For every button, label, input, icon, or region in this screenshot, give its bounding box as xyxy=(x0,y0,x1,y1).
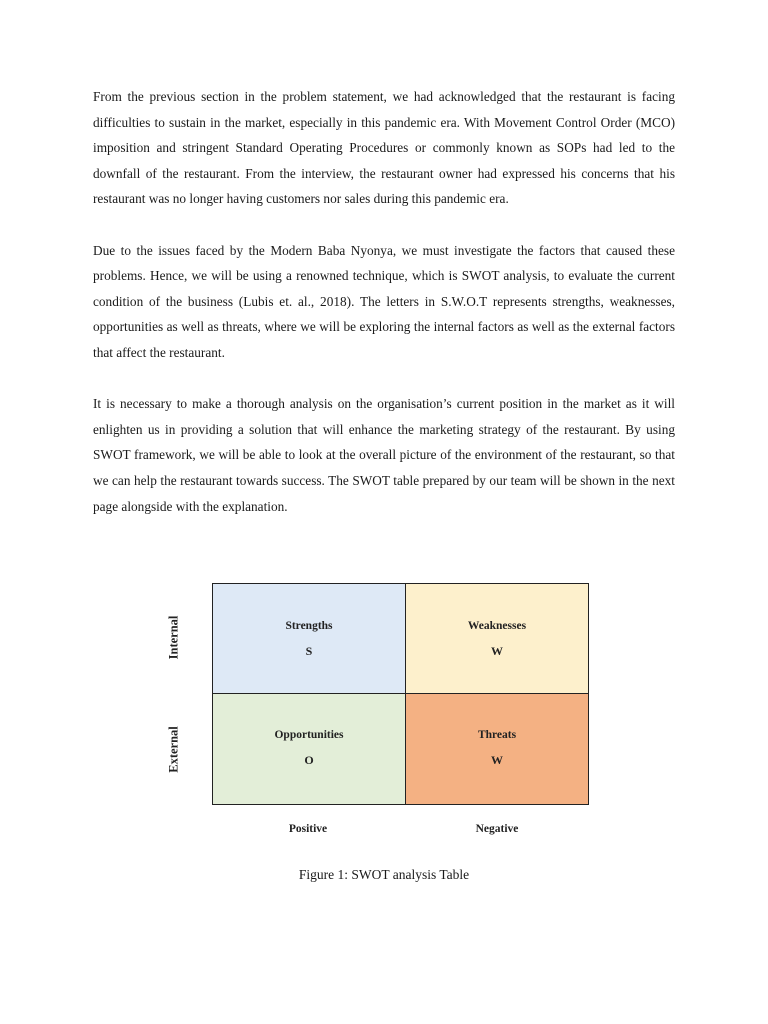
weaknesses-title: Weaknesses xyxy=(467,620,527,632)
opportunities-letter: O xyxy=(304,753,314,767)
weaknesses-letter: W xyxy=(491,644,503,658)
swot-cell-threats xyxy=(406,694,588,804)
swot-cell-strengths xyxy=(213,584,406,694)
threats-letter: W xyxy=(491,753,503,767)
swot-cell-weaknesses xyxy=(406,584,588,694)
col-label-negative: Negative xyxy=(475,823,519,835)
paragraph-swot-intro: Due to the issues faced by the Modern Baba Nyonya, we must investigate the factors that caused these problems. Hence, we will be using a renowned technique, which is SWOT analysis, to evaluate the current condition of the business (Lubis et. al., 2018). The letters in S.W.O.T represents strengths, weaknesses, opportunities as well as threats, where we will be exploring the internal factors as well as the external factors that affect the restaurant. xyxy=(93,242,675,360)
strengths-letter: S xyxy=(305,644,313,658)
swot-table xyxy=(212,583,589,805)
swot-cell-opportunities xyxy=(213,694,406,804)
threats-title: Threats xyxy=(477,729,517,741)
figure-caption: Figure 1: SWOT analysis Table xyxy=(298,867,470,882)
col-label-positive: Positive xyxy=(288,823,328,835)
row-label-internal: Internal xyxy=(166,615,181,660)
paragraph-swot-purpose: It is necessary to make a thorough analysis on the organisation’s current position in the market as it will enlighten us in providing a solution that will enhance the marketing strategy of the restaurant. By using SWOT framework, we will be able to look at the overall picture of the environment of the restaurant, so that we can help the restaurant towards success. The SWOT table prepared by our team will be shown in the next page alongside with the explanation. xyxy=(93,396,675,514)
strengths-title: Strengths xyxy=(285,620,333,632)
row-label-external: External xyxy=(166,726,181,773)
paragraph-problem-statement: From the previous section in the problem statement, we had acknowledged that the restaurant is facing difficulties to sustain in the market, especially in this pandemic era. With Movement Control Order (MCO) imposition and stringent Standard Operating Procedures or commonly known as SOPs had led to the downfall of the restaurant. From the interview, the restaurant owner had expressed his concerns that his restaurant was no longer having customers nor sales during this pandemic era. xyxy=(93,89,675,207)
document-body xyxy=(93,84,675,545)
opportunities-title: Opportunities xyxy=(274,729,344,741)
